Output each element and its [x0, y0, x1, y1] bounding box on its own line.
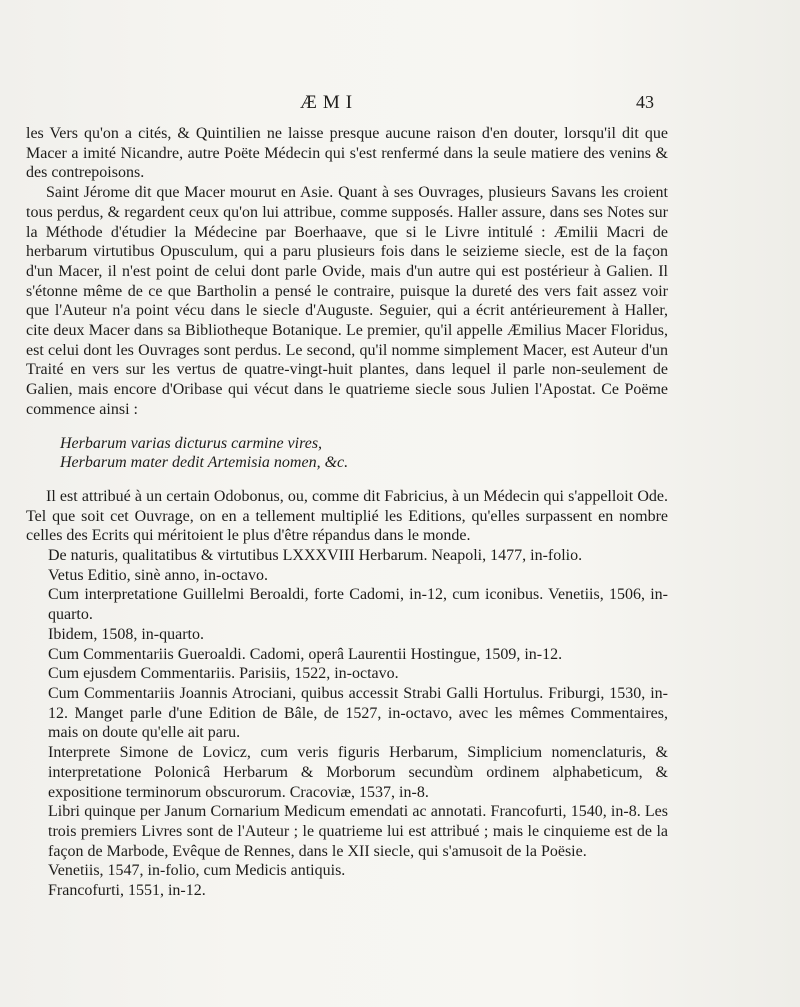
bibliography-entry: Cum interpretatione Guillelmi Beroaldi, forte Cadomi, in-12, cum iconibus. Venetiis, 1506, in-quarto.: [48, 586, 668, 624]
page-header: [0, 92, 800, 116]
verse-line: Herbarum mater dedit Artemisia nomen, &c.: [60, 454, 349, 472]
bibliography-entry: Cum Commentariis Joannis Atrociani, quibus accessit Strabi Galli Hortulus. Friburgi, 1530, in-12. Manget parle d'une Edition de Bâle, de 1527, in-octavo, avec les mêmes Commentaires, mais on doute qu'elle ait paru.: [48, 684, 668, 742]
spacer: [26, 473, 668, 487]
bibliography-entry: De naturis, qualitatibus & virtutibus LXXXVIII Herbarum. Neapoli, 1477, in-folio.: [48, 547, 583, 565]
bibliography-entry: Cum ejusdem Commentariis. Parisiis, 1522, in-octavo.: [48, 665, 399, 683]
bibliography-entry: Venetiis, 1547, in-folio, cum Medicis antiquis.: [48, 862, 346, 880]
spacer: [26, 420, 668, 434]
running-title: ÆMI: [300, 92, 359, 113]
bibliography-entry: Cum Commentariis Gueroaldi. Cadomi, operâ Laurentii Hostingue, 1509, in-12.: [48, 645, 563, 663]
bibliography-entry: Interprete Simone de Lovicz, cum veris figuris Herbarum, Simplicium nomenclaturis, & interpretatione Polonicâ Herbarum & Morborum secundùm ordinem alphabeticum, & expositione terminorum obscurorum. Cracoviæ, 1537, in-8.: [48, 744, 668, 801]
bibliography-entry: Francofurti, 1551, in-12.: [48, 882, 206, 900]
page-number: 43: [636, 92, 654, 112]
bibliography-entry: Libri quinque per Janum Cornarium Medicum emendati ac annotati. Francofurti, 1540, in-8. Les trois premiers Livres sont de l'Auteur ; le quatrieme lui est attribué ; mais le cinquieme est de la façon de Marbode, Evêque de Rennes, dans le XII siecle, qui s'amusoit de la Poësie.: [48, 803, 668, 860]
bibliography-entry: Ibidem, 1508, in-quarto.: [48, 625, 204, 643]
paragraph: Saint Jérome dit que Macer mourut en Asie. Quant à ses Ouvrages, plusieurs Savans les croient tous perdus, & regardent ceux qu'on lui attribue, comme supposés. Haller assure, dans ses Notes sur la Méthode d'étudier la Médecine par Boerhaave, que si le Livre intitulé : Æmilii Macri de herbarum virtutibus Opusculum, qui a paru plusieurs fois dans le seizieme siecle, est de la façon d'un Macer, il n'est point de celui dont parle Ovide, mais d'un autre qui est postérieur à Galien. Il s'étonne même de ce que Bartholin a pensé le contraire, puisque la dureté des vers fait assez voir que l'Auteur n'a point vécu dans le siecle d'Auguste. Seguier, qui a écrit antérieurement à Haller, cite deux Macer dans sa Bibliotheque Botanique. Le premier, qu'il appelle Æmilius Macer Floridus, est celui dont les Ouvrages sont perdus. Le second, qu'il nomme simplement Macer, est Auteur d'un Traité en vers sur les vertus de quatre-vingt-huit plantes, dans lequel il parle non-seulement de Galien, mais encore d'Oribase qui vécut dans le quatrieme siecle sous Julien l'Apostat. Ce Poëme commence ainsi :: [26, 184, 668, 418]
bibliography-entry: Vetus Editio, sinè anno, in-octavo.: [48, 566, 268, 584]
paragraph: les Vers qu'on a cités, & Quintilien ne laisse presque aucune raison d'en douter, lorsqu'il dit que Macer a imité Nicandre, autre Poëte Médecin qui s'est renfermé dans la seule matiere des venins & des contrepoisons.: [26, 125, 668, 182]
body-text: [26, 124, 668, 901]
paragraph: Il est attribué à un certain Odobonus, ou, comme dit Fabricius, à un Médecin qui s'appelloit Ode. Tel que soit cet Ouvrage, on en a tellement multiplié les Editions, qu'elles surpassent en nombre celles des Ecrits qui méritoient le plus d'être répandus dans le monde.: [26, 487, 668, 545]
verse-line: Herbarum varias dicturus carmine vires,: [60, 434, 323, 452]
